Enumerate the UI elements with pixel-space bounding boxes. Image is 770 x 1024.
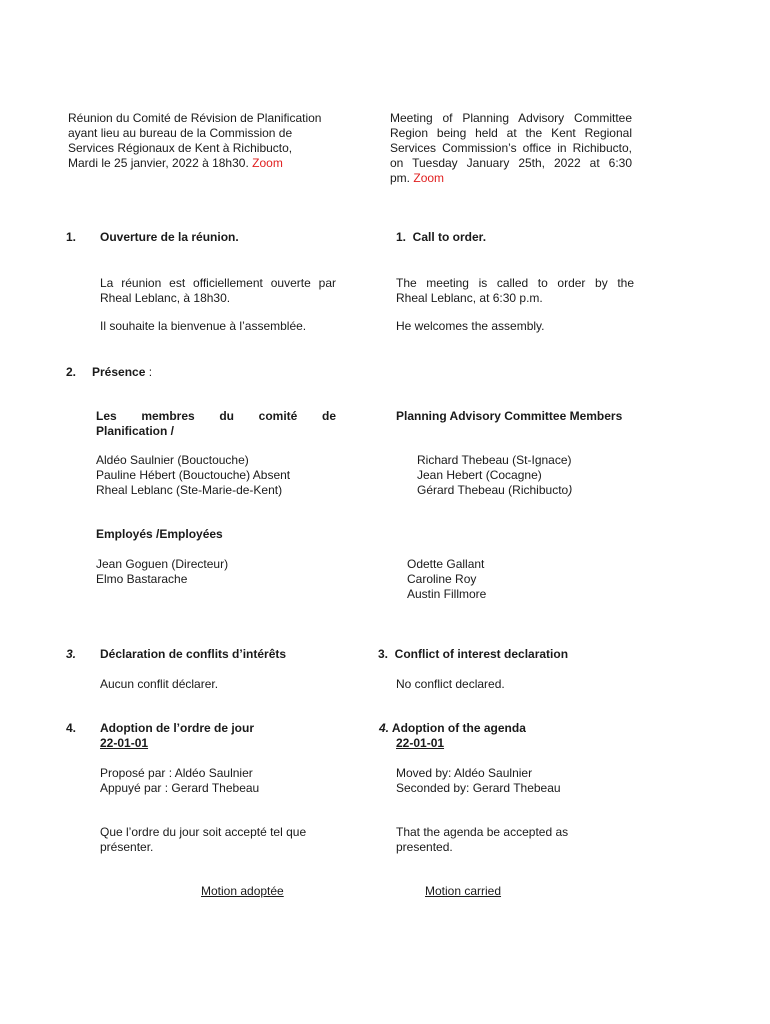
seconder-line: Appuyé par : Gerard Thebeau: [100, 781, 260, 795]
section-1-opening-en: [396, 276, 634, 306]
section-1-welcome-en: He welcomes the assembly.: [396, 319, 545, 333]
header-en-line: Region being held at the Kent Regional: [390, 126, 632, 140]
mover-line: Moved by: Aldéo Saulnier: [396, 766, 533, 780]
section-1-welcome-fr: Il souhaite la bienvenue à l’assemblée.: [100, 319, 307, 333]
section-3-body-en: No conflict declared.: [396, 677, 505, 691]
header-en-line: Services Commission’s office in Richibucto,: [390, 141, 632, 155]
members-heading-en: Planning Advisory Committee Members: [396, 409, 623, 423]
staff-list-left: [96, 557, 228, 587]
section-2-number: 2.: [66, 365, 77, 379]
paragraph-line: Rheal Leblanc, à 18h30.: [100, 291, 231, 305]
staff-list-right: [407, 557, 486, 602]
header-fr-line: Services Régionaux de Kent à Richibucto,: [68, 141, 293, 155]
section-2-colon: :: [145, 365, 153, 379]
section-4-motion-fr: [100, 825, 306, 855]
members-word: membres: [141, 409, 195, 423]
section-4-title-text-en: Adoption of the agenda: [389, 721, 526, 735]
staff-entry: Caroline Roy: [407, 572, 477, 586]
member-entry: Gérard Thebeau (Richibucto: [417, 483, 569, 497]
staff-entry: Austin Fillmore: [407, 587, 487, 601]
header-en-line: Meeting of Planning Advisory Committee: [390, 111, 632, 125]
member-entry-suffix: ): [568, 483, 573, 497]
member-entry: Jean Hebert (Cocagne): [417, 468, 542, 482]
section-4-number: 4.: [66, 721, 77, 735]
motion-line: That the agenda be accepted as: [396, 825, 569, 839]
staff-heading: Employés /Employées: [96, 527, 223, 541]
section-4-moved-en: [396, 766, 561, 796]
paragraph-line: The meeting is called to order by the: [396, 276, 634, 290]
members-word: Les: [96, 409, 117, 423]
header-fr-line: Mardi le 25 janvier, 2022 à 18h30.: [68, 156, 249, 170]
section-1-opening-fr: [100, 276, 336, 306]
section-4-number-en: 4.: [379, 721, 390, 735]
resolution-number-en: 22-01-01: [396, 736, 445, 750]
paragraph-line: Rheal Leblanc, at 6:30 p.m.: [396, 291, 543, 305]
resolution-number-fr: 22-01-01: [100, 736, 149, 750]
members-heading-fr: [96, 409, 336, 439]
motion-result-fr: Motion adoptée: [201, 884, 284, 898]
section-3-title-en: 3. Conflict of interest declaration: [378, 647, 569, 661]
members-word: comité: [258, 409, 298, 423]
header-fr-line: ayant lieu au bureau de la Commission de: [68, 126, 293, 140]
section-4-moved-fr: [100, 766, 259, 796]
staff-entry: Jean Goguen (Directeur): [96, 557, 229, 571]
header-en-line: pm.: [390, 171, 411, 185]
motion-line: presented.: [396, 840, 453, 854]
members-list-en: [417, 453, 572, 498]
zoom-link-en[interactable]: Zoom: [413, 171, 445, 185]
mover-line: Proposé par : Aldéo Saulnier: [100, 766, 253, 780]
section-3-title-fr: Déclaration de conflits d’intérêts: [100, 647, 287, 661]
member-entry: Rheal Leblanc (Ste-Marie-de-Kent): [96, 483, 283, 497]
section-3-body-fr: Aucun conflit déclarer.: [100, 677, 219, 691]
motion-line: Que l’ordre du jour soit accepté tel que: [100, 825, 307, 839]
section-4-title-en: [379, 721, 526, 751]
member-entry: Richard Thebeau (St-Ignace): [417, 453, 572, 467]
members-list-fr: [96, 453, 290, 498]
header-french: [68, 111, 338, 171]
section-1-title-fr: Ouverture de la réunion.: [100, 230, 239, 244]
section-2-heading: [92, 365, 152, 380]
zoom-link-fr[interactable]: Zoom: [252, 156, 283, 170]
section-3-number: 3.: [66, 647, 77, 661]
motion-line: présenter.: [100, 840, 154, 854]
header-fr-line: Réunion du Comité de Révision de Planification: [68, 111, 322, 125]
staff-entry: Elmo Bastarache: [96, 572, 188, 586]
section-2-title: Présence: [92, 365, 146, 379]
section-1-title-en: 1. Call to order.: [396, 230, 487, 244]
header-english: [390, 111, 632, 186]
members-word: de: [321, 409, 336, 423]
paragraph-line: La réunion est officiellement ouverte par: [100, 276, 336, 290]
section-4-motion-en: [396, 825, 568, 855]
members-word: du: [219, 409, 235, 423]
members-heading-line-2: Planification /: [96, 424, 175, 438]
section-1-number: 1.: [66, 230, 77, 244]
member-entry: Pauline Hébert (Bouctouche) Absent: [96, 468, 291, 482]
header-en-line: on Tuesday January 25th, 2022 at 6:30: [390, 156, 632, 170]
motion-result-en: Motion carried: [425, 884, 502, 898]
staff-entry: Odette Gallant: [407, 557, 485, 571]
seconder-line: Seconded by: Gerard Thebeau: [396, 781, 561, 795]
section-4-title-text-fr: Adoption de l’ordre de jour: [100, 721, 254, 735]
section-4-title-fr: [100, 721, 254, 751]
member-entry: Aldéo Saulnier (Bouctouche): [96, 453, 249, 467]
